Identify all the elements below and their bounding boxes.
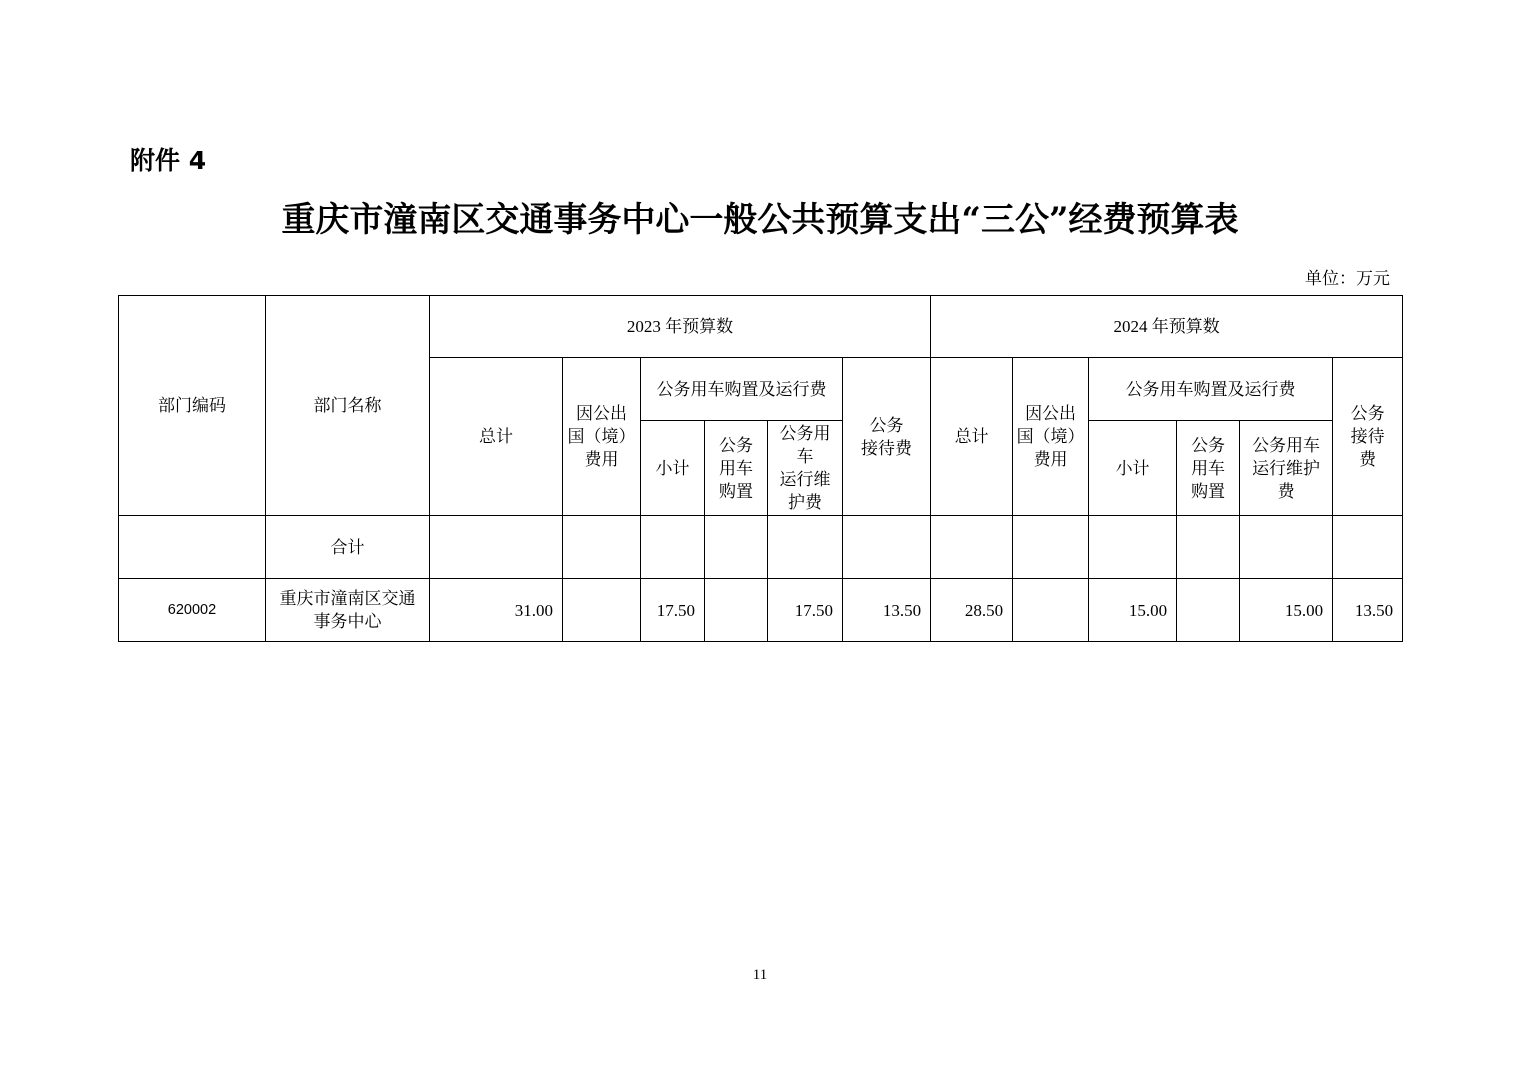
- cell-abroad-2023: [563, 579, 641, 642]
- unit-label: 单位：万元: [1305, 269, 1390, 288]
- cell-total-2024: [931, 516, 1013, 579]
- header-abroad-2024: 因公出 国（境） 费用: [1013, 358, 1089, 516]
- header-row-years: [119, 296, 1403, 358]
- header-dept-name: 部门名称: [266, 296, 430, 516]
- cell-abroad-2024: [1013, 579, 1089, 642]
- cell-vehicle-subtotal-2023: 17.50: [641, 579, 705, 642]
- cell-vehicle-subtotal-2024: 15.00: [1089, 579, 1177, 642]
- cell-total-2023: [430, 516, 563, 579]
- cell-reception-2023: 13.50: [843, 579, 931, 642]
- cell-abroad-2024: [1013, 516, 1089, 579]
- cell-reception-2023: [843, 516, 931, 579]
- header-reception-2024: 公务 接待 费: [1333, 358, 1403, 516]
- header-vehicle-purchase-2024: 公务 用车 购置: [1177, 421, 1240, 516]
- cell-vehicle-subtotal-2024: [1089, 516, 1177, 579]
- header-budget-2024: 2024 年预算数: [931, 296, 1403, 358]
- cell-vehicle-operation-2023: 17.50: [768, 579, 843, 642]
- cell-vehicle-purchase-2024: [1177, 516, 1240, 579]
- header-vehicle-subtotal-2024: 小计: [1089, 421, 1177, 516]
- cell-dept-code: [119, 516, 266, 579]
- cell-dept-code: 620002: [119, 579, 266, 642]
- cell-vehicle-operation-2024: 15.00: [1240, 579, 1333, 642]
- cell-abroad-2023: [563, 516, 641, 579]
- budget-table: [118, 295, 1403, 642]
- cell-vehicle-purchase-2023: [705, 579, 768, 642]
- header-total-2023: 总计: [430, 358, 563, 516]
- cell-vehicle-operation-2023: [768, 516, 843, 579]
- header-vehicle-operation-2023: 公务用 车 运行维 护费: [768, 421, 843, 516]
- cell-reception-2024: [1333, 516, 1403, 579]
- attachment-label: 附件 4: [130, 146, 207, 175]
- cell-dept-name: 合计: [266, 516, 430, 579]
- header-vehicle-subtotal-2023: 小计: [641, 421, 705, 516]
- header-budget-2023: 2023 年预算数: [430, 296, 931, 358]
- cell-total-2024: 28.50: [931, 579, 1013, 642]
- cell-vehicle-purchase-2023: [705, 516, 768, 579]
- cell-dept-name: 重庆市潼南区交通 事务中心: [266, 579, 430, 642]
- cell-total-2023: 31.00: [430, 579, 563, 642]
- cell-reception-2024: 13.50: [1333, 579, 1403, 642]
- header-vehicle-group-2024: 公务用车购置及运行费: [1089, 358, 1333, 421]
- header-total-2024: 总计: [931, 358, 1013, 516]
- cell-vehicle-purchase-2024: [1177, 579, 1240, 642]
- header-vehicle-operation-2024: 公务用车 运行维护 费: [1240, 421, 1333, 516]
- table-row-dept: [119, 579, 1403, 642]
- header-reception-2023: 公务 接待费: [843, 358, 931, 516]
- header-abroad-2023: 因公出 国（境） 费用: [563, 358, 641, 516]
- header-vehicle-purchase-2023: 公务 用车 购置: [705, 421, 768, 516]
- page-title: 重庆市潼南区交通事务中心一般公共预算支出“三公”经费预算表: [281, 200, 1239, 240]
- page-number: 11: [752, 967, 768, 983]
- cell-vehicle-subtotal-2023: [641, 516, 705, 579]
- cell-vehicle-operation-2024: [1240, 516, 1333, 579]
- table-row-total: [119, 516, 1403, 579]
- header-vehicle-group-2023: 公务用车购置及运行费: [641, 358, 843, 421]
- header-dept-code: 部门编码: [119, 296, 266, 516]
